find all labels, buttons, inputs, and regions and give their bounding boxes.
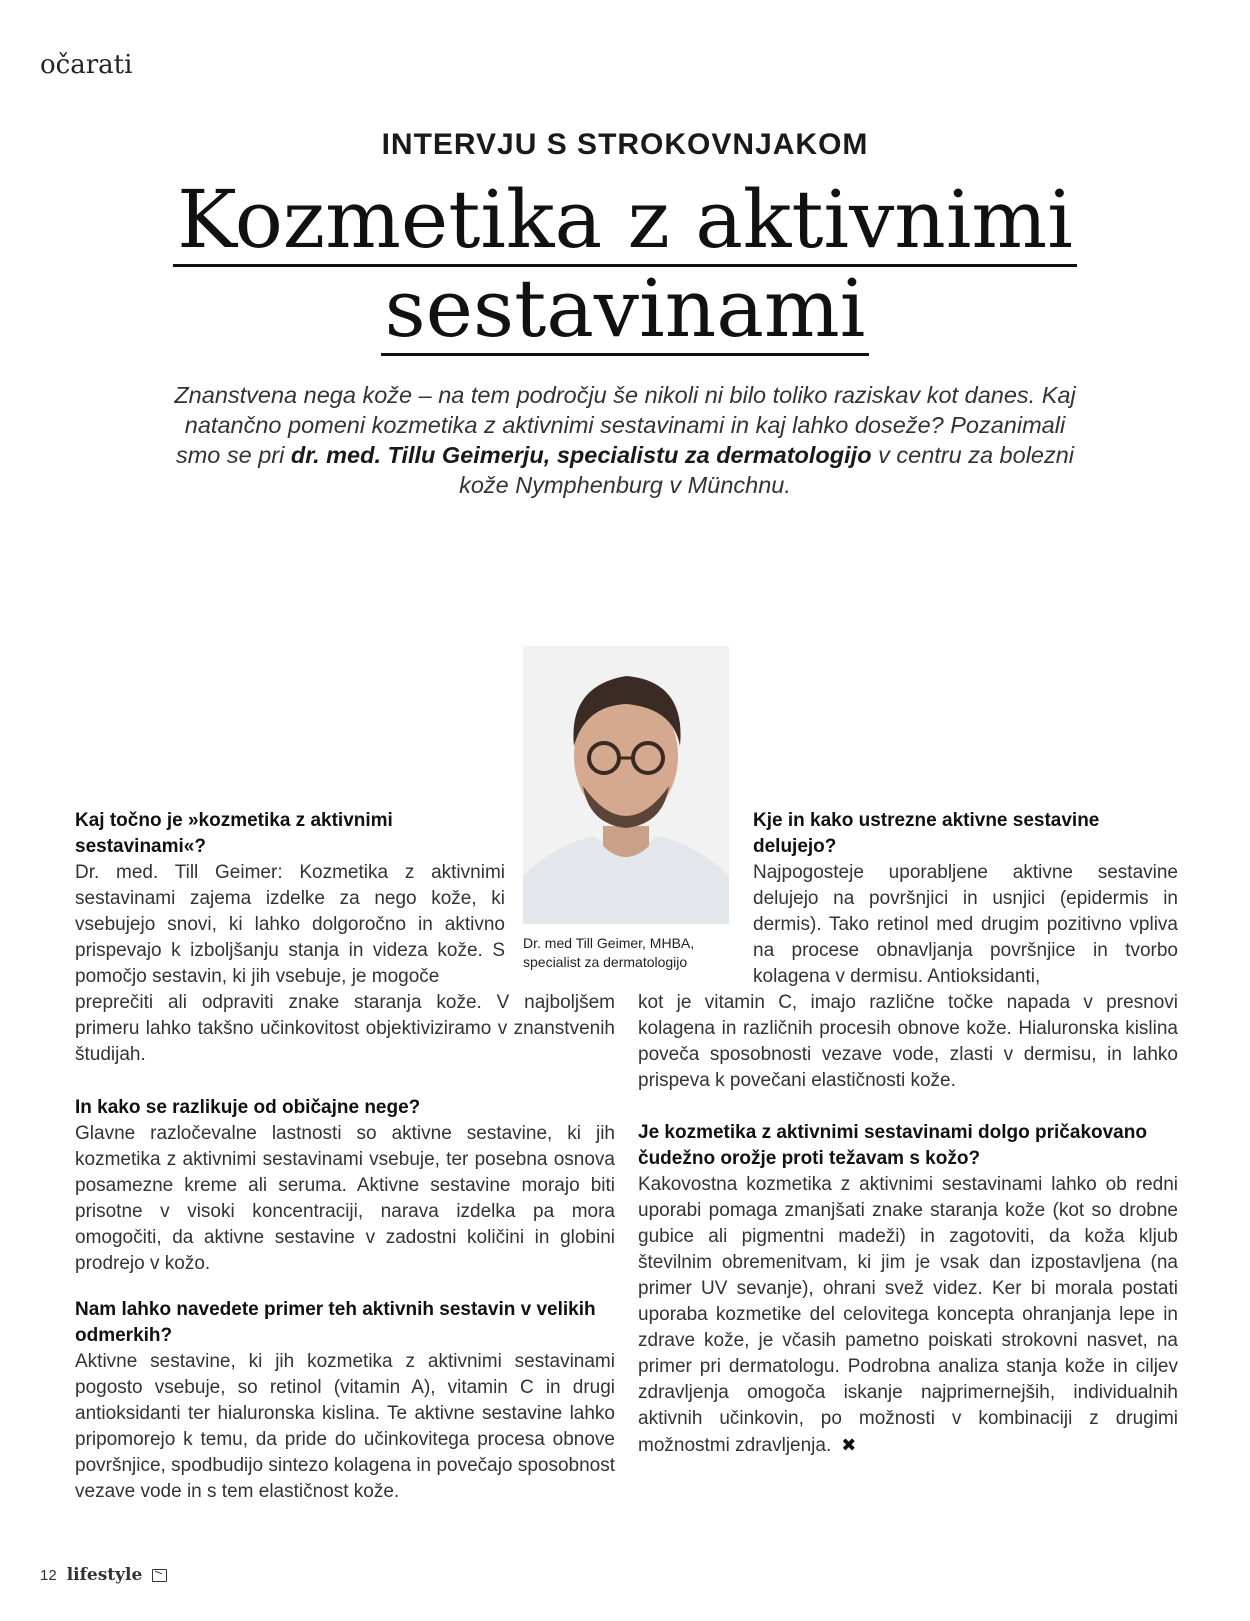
lead-text-1: Znanstvena nega kože – na tem področju še nikoli ni bilo toliko raziskav kot danes. Kaj natančno pomeni kozmetika z aktivnimi sestavinami in kaj lahko doseže? Pozanimali smo se pri bbox=[174, 382, 1076, 468]
caption-line-2: specialist za dermatologijo bbox=[523, 954, 688, 970]
question-1: Kaj točno je »kozmetika z aktivnimi sestavinami«? bbox=[75, 810, 393, 857]
left-column-rest bbox=[75, 1095, 615, 1525]
portrait-photo bbox=[523, 646, 729, 924]
question-2: In kako se razlikuje od običajne nege? bbox=[75, 1097, 421, 1118]
caption-line-1: Dr. med Till Geimer, MHBA, bbox=[523, 935, 695, 951]
article-title bbox=[0, 173, 1250, 356]
left-column-top bbox=[75, 808, 505, 990]
article-kicker: INTERVJU S STROKOVNJAKOM bbox=[381, 128, 869, 161]
portrait-illustration bbox=[523, 646, 729, 924]
right-column-rest bbox=[638, 1120, 1178, 1459]
end-mark-icon: ✖ bbox=[841, 1435, 857, 1455]
lead-text-2: v centru za bolezni kože Nymphenburg v Münchnu. bbox=[459, 442, 1075, 498]
title-line-2: sestavinami bbox=[381, 267, 870, 356]
article-lead bbox=[170, 380, 1080, 500]
title-line-1: Kozmetika z aktivnimi bbox=[173, 178, 1077, 267]
answer-4-part-2: kot je vitamin C, imajo različne točke napada v presnovi kolagena in različnih procesih obnove kože. Hialuronska kislina poveča sposobnosti vezave vode, zlasti v dermisu, in lahko prispeva k povečani elastičnosti kože. bbox=[638, 992, 1178, 1091]
page-footer bbox=[40, 1565, 167, 1585]
right-column-wide bbox=[638, 990, 1178, 1094]
section-label: očarati bbox=[40, 50, 133, 80]
right-column-top bbox=[753, 808, 1178, 990]
brand-logo: lifestyle bbox=[66, 1565, 143, 1585]
answer-2: Glavne razločevalne lastnosti so aktivne sestavine, ki jih kozmetika z aktivnimi sestavinami vsebuje, ter posebna osnova posamezne kreme ali seruma. Aktivne sestavine morajo biti prisotne v visoki koncentraciji, narava izdelka pa mora omogočiti, da aktivne sestavine v zadostni količini in globini prodrejo v kožo. bbox=[75, 1123, 615, 1274]
answer-3: Aktivne sestavine, ki jih kozmetika z aktivnimi sestavinami pogosto vsebuje, so retinol (vitamin A), vitamin C in drugi antioksidanti ter hialuronska kislina. Te aktivne sestavine lahko pripomorejo k temu, da pride do učinkovitega procesa obnove površnjice, spodbudijo sintezo kolagena in povečajo sposobnost vezave vode in s tem elastičnost kože. bbox=[75, 1351, 615, 1502]
question-5: Je kozmetika z aktivnimi sestavinami dolgo pričakovano čudežno orožje proti težavam s kožo? bbox=[638, 1122, 1147, 1169]
page-number: 12 bbox=[40, 1566, 57, 1584]
photo-caption bbox=[523, 934, 753, 972]
lead-bold: dr. med. Tillu Geimerju, specialistu za dermatologijo bbox=[290, 442, 872, 468]
answer-1-part-2: preprečiti ali odpraviti znake staranja kože. V najboljšem primeru lahko takšno učinkovitost objektiviziramo v znanstvenih študijah. bbox=[75, 992, 615, 1065]
answer-5: Kakovostna kozmetika z aktivnimi sestavinami lahko ob redni uporabi pomaga zmanjšati znake staranja kože (kot so drobne gubice ali pigmentni madeži) in zagotoviti, da koža kljub številnim obremenitvam, ki jim je vsak dan izpostavljena (na primer UV sevanje), ohrani svež videz. Ker bi morala postati uporaba kozmetike del celovitega koncepta ohranjanja lepe in zdrave kože, je včasih pametno poiskati strokovni nasvet, na primer pri dermatologu. Podrobna analiza stanja kože in ciljev zdravljenja omogoča iskanje najprimernejših, individualnih aktivnih učinkovin, po možnosti v kombinaciji z drugimi možnostmi zdravljenja. bbox=[638, 1174, 1178, 1456]
answer-1-part-1: Dr. med. Till Geimer: Kozmetika z aktivnimi sestavinami zajema izdelke za nego kože, ki vsebujejo snovi, ki lahko dolgoročno in aktivno prispevajo k izboljšanju stanja in videza kože. S pomočjo sestavin, ki jih vsebuje, je mogoče bbox=[75, 862, 505, 987]
answer-4-part-1: Najpogosteje uporabljene aktivne sestavine delujejo na površnjici in usnjici (epidermis in dermis). Tako retinol med drugim pozitivno vpliva na procese obnavljanja površnjice in tvorbo kolagena v dermisu. Antioksidanti, bbox=[753, 862, 1178, 987]
left-column-wide bbox=[75, 990, 615, 1068]
question-3: Nam lahko navedete primer teh aktivnih sestavin v velikih odmerkih? bbox=[75, 1299, 596, 1346]
magazine-icon bbox=[152, 1569, 167, 1582]
answer-5-container bbox=[638, 1172, 1178, 1459]
question-4: Kje in kako ustrezne aktivne sestavine delujejo? bbox=[753, 810, 1100, 857]
